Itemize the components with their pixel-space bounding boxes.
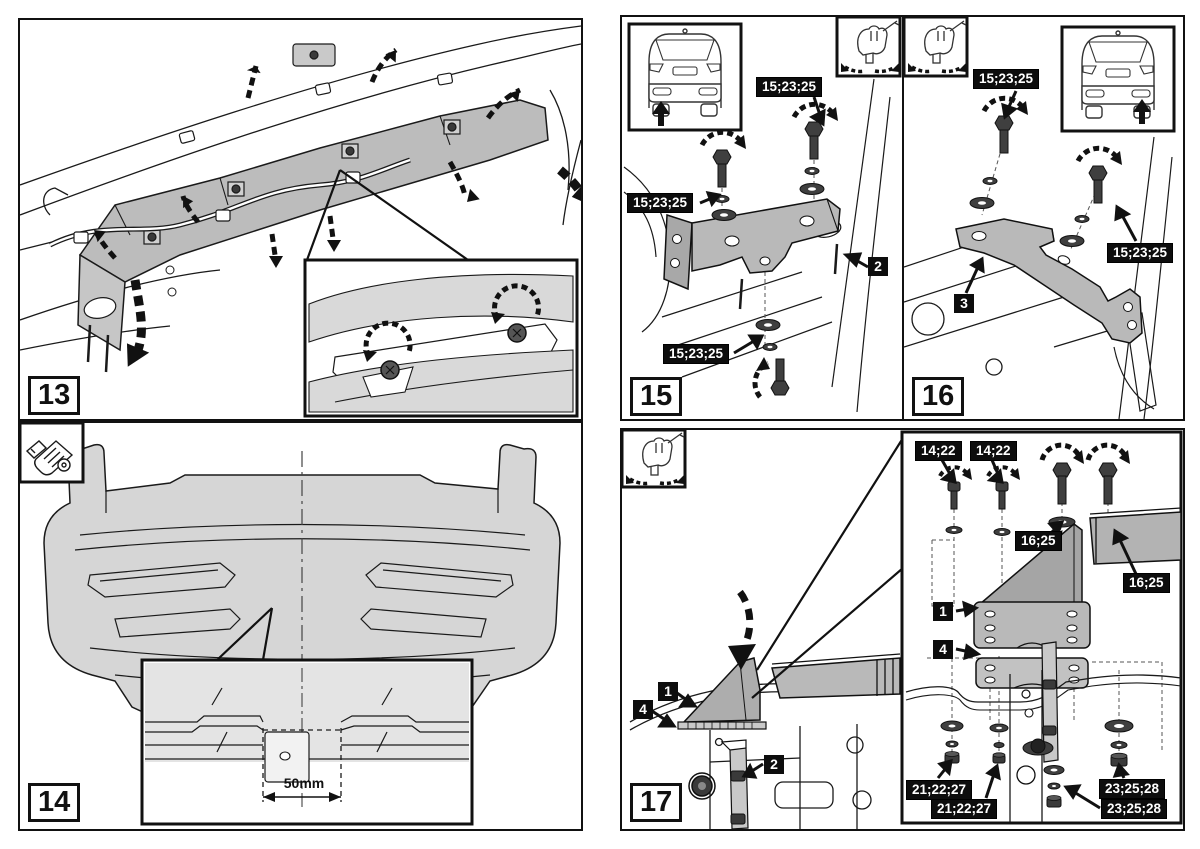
part-label-3: 3 xyxy=(954,294,974,313)
step-number-13: 13 xyxy=(28,376,80,415)
part-label-2: 2 xyxy=(764,755,784,774)
part-label-2: 2 xyxy=(868,257,888,276)
hardware-label: 21;22;27 xyxy=(906,780,972,800)
hardware-label: 23;25;28 xyxy=(1099,779,1165,799)
step-number-14: 14 xyxy=(28,783,80,822)
step-number-16: 16 xyxy=(912,377,964,416)
utility-knife-icon xyxy=(20,423,83,482)
bumper-cut-drawing xyxy=(20,423,581,829)
plate-part-4 xyxy=(678,722,766,729)
hardware-label: 14;22 xyxy=(915,441,962,461)
gusset-part-1 xyxy=(684,658,760,722)
step-13-panel xyxy=(18,18,583,421)
cut-width-dimension: 50mm xyxy=(283,775,325,791)
step-number-15: 15 xyxy=(630,377,682,416)
hardware-label: 16;25 xyxy=(1015,531,1062,551)
hardware-label: 15;23;25 xyxy=(627,193,693,213)
screw-detail-inset xyxy=(305,260,577,416)
step-17-panel xyxy=(620,428,1185,831)
hardware-label: 23;25;28 xyxy=(1101,799,1167,819)
hardware-label: 15;23;25 xyxy=(973,69,1039,89)
part-label-4: 4 xyxy=(933,640,953,659)
right-bracket-drawing xyxy=(904,17,1183,419)
part-label-1: 1 xyxy=(658,682,678,701)
step-16-panel xyxy=(902,15,1185,421)
hardware-label: 15;23;25 xyxy=(1107,243,1173,263)
hardware-label: 15;23;25 xyxy=(663,344,729,364)
step-14-panel xyxy=(18,421,583,831)
rear-crossmember-drawing xyxy=(20,20,581,419)
hardware-label: 14;22 xyxy=(970,441,1017,461)
hardware-label: 21;22;27 xyxy=(931,799,997,819)
hardware-label: 15;23;25 xyxy=(756,77,822,97)
hand-tighten-bolt-icon xyxy=(904,17,967,76)
hand-tighten-bolt-icon xyxy=(622,430,685,487)
car-rear-view-icon xyxy=(629,24,741,130)
hardware-label: 16;25 xyxy=(1123,573,1170,593)
step-15-panel xyxy=(620,15,904,421)
part-label-4: 4 xyxy=(633,700,653,719)
side-bracket-assembly-drawing xyxy=(622,430,1183,829)
hand-tighten-bolt-icon xyxy=(837,17,900,76)
step-number-17: 17 xyxy=(630,783,682,822)
car-rear-view-icon xyxy=(1062,27,1174,131)
cut-template-inset xyxy=(142,660,472,824)
part-label-1: 1 xyxy=(933,602,953,621)
